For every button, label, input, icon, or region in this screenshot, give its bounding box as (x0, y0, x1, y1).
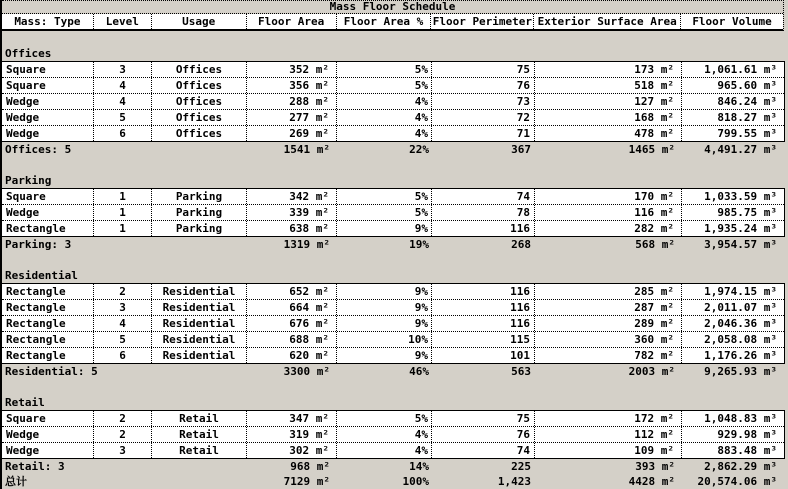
cell[interactable]: 269 m² (247, 126, 337, 141)
table-row (2, 109, 784, 125)
cell[interactable]: Rectangle (2, 284, 94, 299)
cell[interactable]: 5% (337, 62, 432, 77)
cell[interactable]: 4% (337, 427, 432, 442)
column-header-2: Usage (152, 14, 247, 29)
cell[interactable]: 688 m² (247, 332, 337, 347)
cell[interactable]: 676 m² (247, 316, 337, 331)
schedule-head (2, 0, 784, 31)
cell[interactable]: 170 m² (535, 189, 682, 204)
cell[interactable]: 2 (94, 427, 152, 442)
cell[interactable]: 9% (337, 221, 432, 236)
cell[interactable]: 1,974.15 m³ (704, 285, 777, 298)
cell[interactable]: 302 m² (247, 443, 337, 458)
column-header-3: Floor Area (247, 14, 337, 29)
cell[interactable]: 4% (337, 94, 432, 109)
cell[interactable]: 652 m² (247, 284, 337, 299)
table-row (2, 189, 784, 204)
cell[interactable]: 2,011.07 m³ (704, 301, 777, 314)
cell[interactable]: 4 (94, 94, 152, 109)
group-subtotal-parking-value-5: 3,954.57 m³ (704, 238, 777, 251)
cell[interactable]: 1 (94, 189, 152, 204)
cell[interactable]: Wedge (2, 94, 94, 109)
column-header-1: Level (94, 14, 152, 29)
cell[interactable]: 285 m² (535, 284, 682, 299)
grand-total-value-3: 1,423 (497, 475, 531, 488)
table-row (2, 62, 784, 77)
cell[interactable]: 4% (337, 443, 432, 458)
cell[interactable]: 112 m² (535, 427, 682, 442)
column-header-6: Exterior Surface Area (534, 14, 681, 29)
group-subtotal-retail-value-1: 968 m² (290, 460, 330, 473)
cell[interactable]: Residential (152, 348, 247, 363)
cell[interactable]: 360 m² (535, 332, 682, 347)
group-subtotal-offices (2, 142, 784, 157)
table-row (2, 315, 784, 331)
cell[interactable]: 985.75 m³ (717, 206, 777, 219)
cell[interactable]: 356 m² (247, 78, 337, 93)
cell[interactable]: 4 (94, 316, 152, 331)
cell[interactable]: 1,935.24 m³ (704, 222, 777, 235)
group-subtotal-retail-value-2: 14% (409, 460, 429, 473)
group-subtotal-residential-value-5: 9,265.93 m³ (704, 365, 777, 378)
cell[interactable]: 342 m² (247, 189, 337, 204)
cell[interactable]: 10% (337, 332, 432, 347)
cell[interactable]: 2,058.08 m³ (704, 333, 777, 346)
cell[interactable]: Offices (152, 94, 247, 109)
group-subtotal-residential-value-4: 2003 m² (628, 365, 675, 378)
group-subtotal-offices-value-5: 4,491.27 m³ (704, 143, 777, 156)
cell[interactable]: Residential (152, 284, 247, 299)
cell[interactable]: 116 (432, 316, 535, 331)
grand-total (2, 474, 784, 489)
table-row (2, 411, 784, 426)
table-row (2, 125, 784, 141)
cell[interactable]: 1,176.26 m³ (704, 349, 777, 362)
cell[interactable]: 799.55 m³ (717, 127, 777, 140)
group-subtotal-retail-value-4: 393 m² (635, 460, 675, 473)
grand-total-value-5: 20,574.06 m³ (697, 475, 777, 488)
cell[interactable]: 1 (94, 221, 152, 236)
cell[interactable]: Retail (152, 411, 247, 426)
group-header-parking: Parking (2, 174, 784, 188)
cell[interactable]: 638 m² (247, 221, 337, 236)
cell[interactable]: 1,048.83 m³ (704, 412, 777, 425)
cell[interactable]: 965.60 m³ (717, 79, 777, 92)
cell[interactable]: 287 m² (535, 300, 682, 315)
group-subtotal-offices-value-2: 22% (409, 143, 429, 156)
cell[interactable]: 9% (337, 316, 432, 331)
cell[interactable]: 76 (432, 78, 535, 93)
cell[interactable]: 116 (432, 221, 535, 236)
cell[interactable]: Square (2, 411, 94, 426)
cell[interactable]: 4% (337, 110, 432, 125)
cell[interactable]: 127 m² (535, 94, 682, 109)
group-rows-residential (2, 283, 785, 364)
cell[interactable]: Wedge (2, 126, 94, 141)
cell[interactable]: Rectangle (2, 221, 94, 236)
table-row (2, 442, 784, 458)
cell[interactable]: 115 (432, 332, 535, 347)
cell[interactable]: 75 (432, 411, 535, 426)
group-subtotal-offices-value-3: 367 (511, 143, 531, 156)
group-subtotal-residential-label: Residential: 5 (5, 365, 98, 378)
grand-total-label: 总计 (5, 475, 27, 488)
grand-total-value-1: 7129 m² (283, 475, 330, 488)
cell[interactable]: 319 m² (247, 427, 337, 442)
cell[interactable]: 846.24 m³ (717, 95, 777, 108)
group-gap (2, 379, 784, 396)
table-row (2, 93, 784, 109)
group-subtotal-residential-value-2: 46% (409, 365, 429, 378)
group-header-residential: Residential (2, 269, 784, 283)
group-subtotal-residential-value-3: 563 (511, 365, 531, 378)
cell[interactable]: 6 (94, 126, 152, 141)
cell[interactable]: 347 m² (247, 411, 337, 426)
group-subtotal-parking-value-2: 19% (409, 238, 429, 251)
table-row (2, 347, 784, 363)
cell[interactable]: Residential (152, 332, 247, 347)
table-row (2, 284, 784, 299)
group-gap (2, 252, 784, 269)
group-subtotal-residential (2, 364, 784, 379)
cell[interactable]: 5 (94, 332, 152, 347)
group-subtotal-parking-value-4: 568 m² (635, 238, 675, 251)
cell[interactable]: Offices (152, 62, 247, 77)
cell[interactable]: Wedge (2, 205, 94, 220)
cell[interactable]: 73 (432, 94, 535, 109)
cell[interactable]: Retail (152, 443, 247, 458)
cell[interactable]: 478 m² (535, 126, 682, 141)
cell[interactable]: 5% (337, 411, 432, 426)
cell[interactable]: 109 m² (535, 443, 682, 458)
group-subtotal-retail-value-5: 2,862.29 m³ (704, 460, 777, 473)
cell[interactable]: 75 (432, 62, 535, 77)
group-header-retail: Retail (2, 396, 784, 410)
group-rows-offices (2, 61, 785, 142)
cell[interactable]: 883.48 m³ (717, 444, 777, 457)
cell[interactable]: 3 (94, 62, 152, 77)
cell[interactable]: 72 (432, 110, 535, 125)
schedule-title: Mass Floor Schedule (2, 1, 783, 14)
cell[interactable]: 929.98 m³ (717, 428, 777, 441)
group-subtotal-parking (2, 237, 784, 252)
column-header-0: Mass: Type (2, 14, 94, 29)
cell[interactable]: 518 m² (535, 78, 682, 93)
cell[interactable]: Rectangle (2, 300, 94, 315)
cell[interactable]: 2 (94, 411, 152, 426)
cell[interactable]: Residential (152, 316, 247, 331)
cell[interactable]: 9% (337, 348, 432, 363)
table-row (2, 299, 784, 315)
cell[interactable]: 1,061.61 m³ (704, 63, 777, 76)
group-subtotal-parking-value-1: 1319 m² (283, 238, 330, 251)
group-rows-parking (2, 188, 785, 237)
cell[interactable]: 664 m² (247, 300, 337, 315)
cell[interactable]: Retail (152, 427, 247, 442)
cell[interactable]: 173 m² (535, 62, 682, 77)
group-rows-retail (2, 410, 785, 459)
cell[interactable]: 3 (94, 300, 152, 315)
cell[interactable]: 4% (337, 126, 432, 141)
cell[interactable]: Rectangle (2, 348, 94, 363)
cell[interactable]: Square (2, 78, 94, 93)
group-subtotal-retail-label: Retail: 3 (5, 460, 65, 473)
column-header-row (2, 14, 783, 31)
cell[interactable]: 168 m² (535, 110, 682, 125)
cell[interactable]: 2,046.36 m³ (704, 317, 777, 330)
cell[interactable]: 9% (337, 300, 432, 315)
grand-total-value-4: 4428 m² (628, 475, 675, 488)
cell[interactable]: Parking (152, 189, 247, 204)
cell[interactable]: 339 m² (247, 205, 337, 220)
cell[interactable]: Wedge (2, 443, 94, 458)
cell[interactable]: Residential (152, 300, 247, 315)
cell[interactable]: 288 m² (247, 94, 337, 109)
cell[interactable]: Parking (152, 221, 247, 236)
cell[interactable]: 818.27 m³ (717, 111, 777, 124)
cell[interactable]: Square (2, 62, 94, 77)
cell[interactable]: 116 (432, 284, 535, 299)
cell[interactable]: 76 (432, 427, 535, 442)
cell[interactable]: Rectangle (2, 316, 94, 331)
cell[interactable]: 116 (432, 300, 535, 315)
cell[interactable]: 1,033.59 m³ (704, 190, 777, 203)
cell[interactable]: 5% (337, 205, 432, 220)
cell[interactable]: Square (2, 189, 94, 204)
cell[interactable]: Offices (152, 110, 247, 125)
cell[interactable]: 620 m² (247, 348, 337, 363)
table-row (2, 220, 784, 236)
cell[interactable]: 71 (432, 126, 535, 141)
column-header-7: Floor Volume (692, 15, 772, 28)
group-subtotal-retail (2, 459, 784, 474)
cell[interactable]: 5% (337, 189, 432, 204)
column-header-4: Floor Area % (337, 14, 432, 29)
grand-total-value-2: 100% (402, 475, 429, 488)
cell[interactable]: 1 (94, 205, 152, 220)
group-subtotal-retail-value-3: 225 (511, 460, 531, 473)
group-subtotal-parking-value-3: 268 (511, 238, 531, 251)
cell[interactable]: Rectangle (2, 332, 94, 347)
cell[interactable]: Wedge (2, 110, 94, 125)
column-header-5: Floor Perimeter (431, 14, 534, 29)
cell[interactable]: 2 (94, 284, 152, 299)
group-subtotal-offices-value-1: 1541 m² (283, 143, 330, 156)
group-subtotal-parking-label: Parking: 3 (5, 238, 72, 251)
table-row (2, 204, 784, 220)
cell[interactable]: Wedge (2, 427, 94, 442)
group-subtotal-residential-value-1: 3300 m² (283, 365, 330, 378)
cell[interactable]: 5% (337, 78, 432, 93)
cell[interactable]: Offices (152, 126, 247, 141)
cell[interactable]: 172 m² (535, 411, 682, 426)
cell[interactable]: 277 m² (247, 110, 337, 125)
cell[interactable]: 101 (432, 348, 535, 363)
cell[interactable]: 782 m² (535, 348, 682, 363)
cell[interactable]: 352 m² (247, 62, 337, 77)
cell[interactable]: 282 m² (535, 221, 682, 236)
cell[interactable]: 4 (94, 78, 152, 93)
group-gap (2, 157, 784, 174)
group-header-offices: Offices (2, 47, 784, 61)
cell[interactable]: 74 (432, 443, 535, 458)
group-gap (2, 31, 784, 47)
cell[interactable]: 74 (432, 189, 535, 204)
cell[interactable]: 5 (94, 110, 152, 125)
group-subtotal-offices-label: Offices: 5 (5, 143, 72, 156)
cell[interactable]: 9% (337, 284, 432, 299)
cell[interactable]: 78 (432, 205, 535, 220)
cell[interactable]: Parking (152, 205, 247, 220)
cell[interactable]: 289 m² (535, 316, 682, 331)
table-row (2, 426, 784, 442)
cell[interactable]: 6 (94, 348, 152, 363)
cell[interactable]: Offices (152, 78, 247, 93)
schedule-body (2, 31, 784, 489)
table-row (2, 331, 784, 347)
table-row (2, 77, 784, 93)
cell[interactable]: 116 m² (535, 205, 682, 220)
group-subtotal-offices-value-4: 1465 m² (628, 143, 675, 156)
cell[interactable]: 3 (94, 443, 152, 458)
